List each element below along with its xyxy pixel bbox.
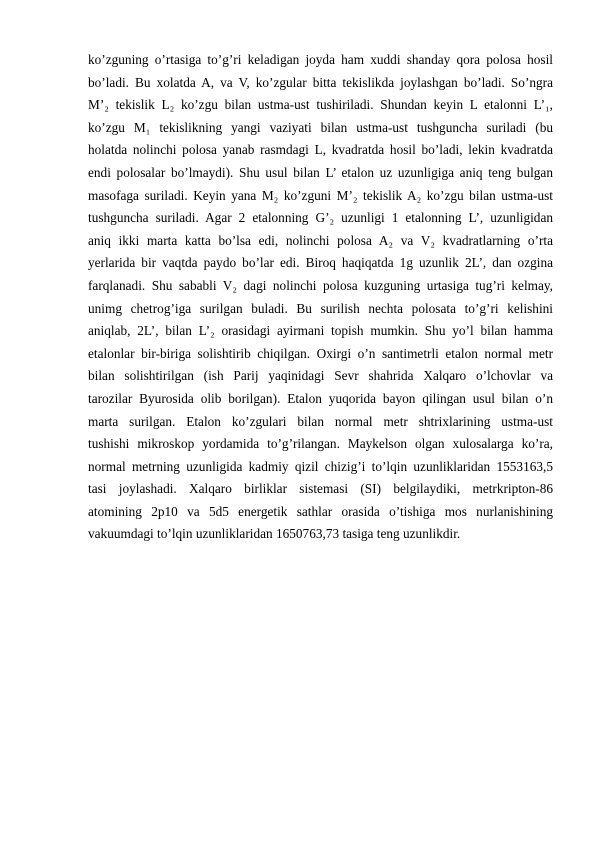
body-paragraph <box>88 49 553 546</box>
text-line: ko’zguning o’rtasiga to’g’ri keladigan joyda ham xuddi shanday qora polosa hosil <box>88 52 553 67</box>
text-line: aniq ikki marta katta bo’lsa edi, nolinchi polosa A₂ va V₂ kvadratlarning o’rta <box>88 232 553 248</box>
text-line: marta surilgan. Etalon ko’zgulari bilan normal metr shtrixlarining ustma-ust <box>88 413 553 429</box>
text-line: bilan solishtirilgan (ish Parij yaqinidagi Sevr shahrida Xalqaro o’lchovlar va <box>88 368 553 384</box>
text-line: bo’ladi. Bu xolatda A, va V, ko’zgular bitta tekislikda joylashgan bo’ladi. So’ngra <box>88 74 553 90</box>
text-line: etalonlar bir-biriga solishtirib chiqilgan. Oxirgi o’n santimetrli etalon normal metr <box>88 345 553 361</box>
text-line-last: vakuumdagi to’lqin uzunliklaridan 1650763,73 tasiga teng uzunlikdir. <box>88 526 461 542</box>
text-line: unimg chetrog’iga surilgan buladi. Bu surilish nechta polosata to’g’ri kelishini <box>88 300 553 316</box>
text-line: tushishi mikroskop yordamida to’g’rilangan. Maykelson olgan xulosalarga ko’ra, <box>88 436 553 452</box>
text-line: holatda nolinchi polosa yanab rasmdagi L, kvadratda hosil bo’ladi, lekin kvadratda <box>88 142 553 158</box>
text-line: farqlanadi. Shu sababli V₂ dagi nolinchi polosa kuzguning urtasiga tug’ri kelmay, <box>88 277 553 293</box>
text-line: tarozilar Byurosida olib borilgan). Etalon yuqorida bayon qilingan usul bilan o’n <box>88 390 553 406</box>
text-line: aniqlab, 2L’, bilan L’₂ orasidagi ayirmani topish mumkin. Shu yo’l bilan hamma <box>88 323 553 339</box>
text-line: tasi joylashadi. Xalqaro birliklar sistemasi (SI) belgilaydiki, metrkripton-86 <box>88 481 553 497</box>
text-line: atomining 2p10 va 5d5 energetik sathlar orasida o’tishiga mos nurlanishining <box>88 503 553 519</box>
text-line: M’₂ tekislik L₂ ko’zgu bilan ustma-ust tushiriladi. Shundan keyin L etalonni L’₁, <box>88 97 553 113</box>
text-line: endi polosalar bo’lmaydi). Shu usul bilan L’ etalon uz uzunligiga aniq teng bulgan <box>88 164 553 180</box>
text-line: normal metrning uzunligida kadmiy qizil chizig’i to’lqin uzunliklaridan 1553163,5 <box>88 458 553 474</box>
text-line: tushguncha suriladi. Agar 2 etalonning G’₂ uzunligi 1 etalonning L’, uzunligidan <box>88 210 553 226</box>
text-line: masofaga suriladi. Keyin yana M₂ ko’zguni M’₂ tekislik A₂ ko’zgu bilan ustma-ust <box>88 187 553 203</box>
text-line: yerlarida bir vaqtda paydo bo’lar edi. Biroq haqiqatda 1g uzunlik 2L’, dan ozgina <box>88 255 553 271</box>
text-line: ko’zgu M₁ tekislikning yangi vaziyati bilan ustma-ust tushguncha suriladi (bu <box>88 119 553 135</box>
